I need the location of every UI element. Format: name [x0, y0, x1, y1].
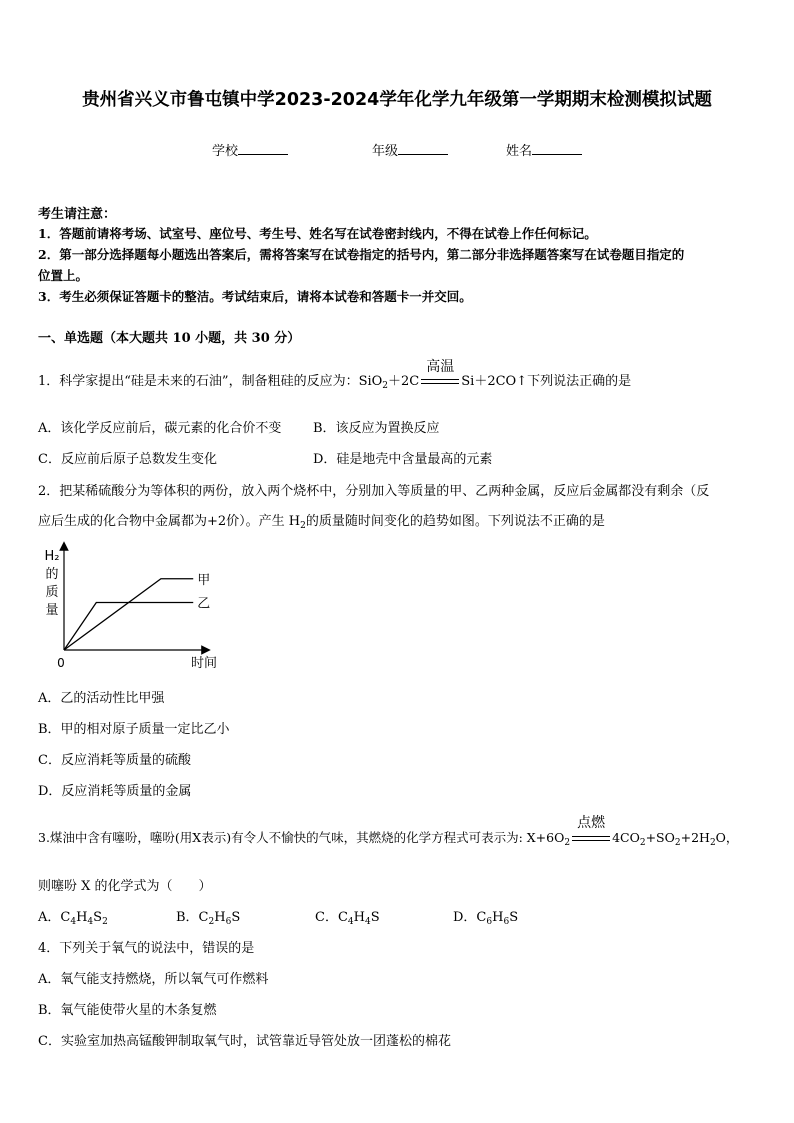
- question-2-line1: 2．把某稀硫酸分为等体积的两份，放入两个烧杯中，分别加入等质量的甲、乙两种金属，反应后金属都没有剩余（反: [38, 484, 710, 499]
- option-3b[interactable]: B．$C_2H_6S$: [176, 910, 241, 927]
- school-field[interactable]: [212, 140, 288, 159]
- option-1a[interactable]: A．该化学反应前后，碳元素的化合价不变: [38, 421, 282, 436]
- notice-item: 2．第一部分选择题每小题选出答案后，需将答案写在试卷指定的括号内，第二部分非选择题答案写在试卷题目指定的: [38, 247, 685, 262]
- option-4a[interactable]: A．氧气能支持燃烧，所以氧气可作燃料: [38, 972, 269, 987]
- h2-mass-chart: [36, 540, 236, 675]
- series-line-2: [64, 603, 193, 651]
- option-2a[interactable]: A．乙的活动性比甲强: [38, 691, 165, 706]
- question-2-line2: 应后生成的化合物中金属都为+2价）。产生 $H_2$的质量随时间变化的趋势如图。下列说法不正确的是: [38, 514, 605, 531]
- section-heading: 一、单选题（本大题共 10 小题，共 30 分）: [38, 331, 301, 346]
- y-axis-label-char: 质: [45, 585, 59, 600]
- option-4b[interactable]: B．氧气能使带火星的木条复燃: [38, 1003, 217, 1018]
- page-title: 贵州省兴义市鲁屯镇中学2023-2024学年化学九年级第一学期期末检测模拟试题: [82, 90, 712, 110]
- y-axis-label-char: 量: [45, 603, 59, 618]
- notice-item: 1．答题前请将考场、试室号、座位号、考生号、姓名写在试卷密封线内，不得在试卷上作任何标记。: [38, 226, 597, 241]
- option-3a[interactable]: A．$C_4H_4S_2$: [38, 910, 108, 927]
- y-axis-label-char: H₂: [44, 549, 60, 564]
- option-1b[interactable]: B．该反应为置换反应: [313, 421, 440, 436]
- school-label: 学校: [212, 144, 239, 159]
- option-3d[interactable]: D．$C_6H_6S$: [453, 910, 519, 927]
- series-label-2: 乙: [197, 596, 211, 612]
- grade-field[interactable]: [372, 140, 448, 159]
- notice-heading: 考生请注意：: [38, 207, 117, 222]
- name-field[interactable]: [506, 140, 582, 159]
- notice-item: 3．考生必须保证答题卡的整洁。考试结束后，请将本试卷和答题卡一并交回。: [38, 289, 472, 304]
- y-axis-label-char: 的: [45, 567, 59, 582]
- question-3-stem: 3.煤油中含有噻吩，噻吩(用X表示)有令人不愉快的气味，其燃烧的化学方程式可表示为: $X+6O_2$ 点燃 $4CO_2+SO_2+2H_2O$，: [38, 815, 739, 848]
- option-4c[interactable]: C．实验室加热高锰酸钾制取氧气时，试管靠近导管处放一团蓬松的棉花: [38, 1034, 451, 1049]
- option-2d[interactable]: D．反应消耗等质量的金属: [38, 784, 192, 799]
- option-2b[interactable]: B．甲的相对原子质量一定比乙小: [38, 722, 230, 737]
- notice-item: 位置上。: [38, 268, 89, 283]
- x-axis-label: 时间: [191, 656, 218, 671]
- name-label: 姓名: [506, 144, 533, 159]
- grade-label: 年级: [372, 144, 399, 159]
- question-1-stem: 1．科学家提出“硅是未来的石油”，制备粗硅的反应为：SiO$_2$＋2C 高温 Si＋2CO↑下列说法正确的是: [38, 359, 632, 391]
- question-3-line2: 则噻吩 X 的化学式为（ ）: [38, 879, 212, 894]
- option-2c[interactable]: C．反应消耗等质量的硫酸: [38, 753, 191, 768]
- option-3c[interactable]: C．$C_4H_4S$: [315, 910, 380, 927]
- option-1c[interactable]: C．反应前后原子总数发生变化: [38, 452, 217, 467]
- series-line-1: [64, 579, 193, 650]
- reaction-condition: 点燃: [572, 830, 610, 845]
- reaction-condition: 高温: [421, 374, 459, 389]
- origin-label: 0: [57, 656, 65, 670]
- question-4-stem: 4．下列关于氧气的说法中，错误的是: [38, 941, 255, 956]
- series-label-1: 甲: [197, 572, 211, 588]
- option-1d[interactable]: D．硅是地壳中含量最高的元素: [313, 452, 493, 467]
